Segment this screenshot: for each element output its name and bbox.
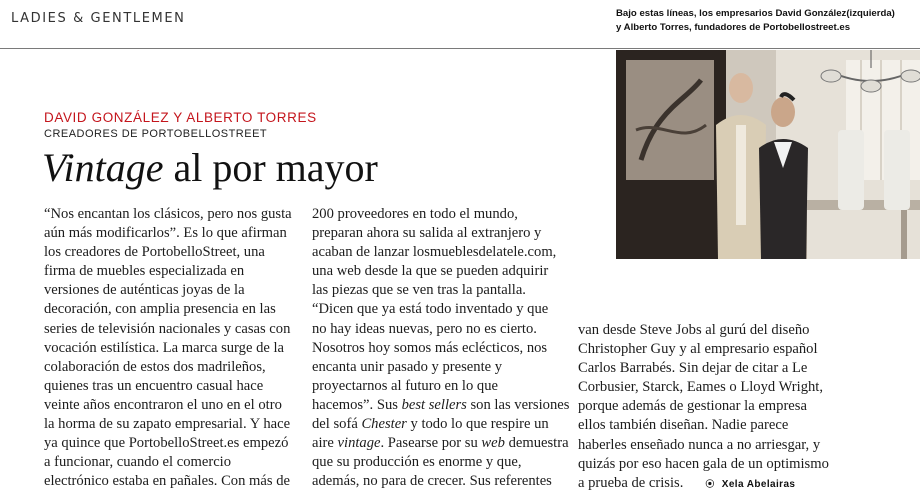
body-line: una web desde la que se pueden adquirir <box>312 263 549 280</box>
article-kicker: DAVID GONZÁLEZ Y ALBERTO TORRES <box>44 110 317 125</box>
text-run: son las versiones <box>466 396 570 413</box>
body-line: Carlos Barrabés. Sin dejar de citar a Le <box>578 360 808 377</box>
caption-line: Bajo estas líneas, los empresarios David González(izquierda) <box>616 8 895 19</box>
body-line: además, no para de crecer. Sus referentes <box>312 473 552 490</box>
body-line: “Nos encantan los clásicos, pero nos gusta <box>44 206 292 222</box>
portrait-photo-illustration <box>616 50 920 259</box>
body-line: a funcionar, cuando el comercio <box>44 454 232 471</box>
title-italic: Vintage <box>42 145 164 190</box>
body-column-2 <box>312 205 570 491</box>
body-line: decoración, con amplia presencia en las <box>44 301 276 318</box>
photo-credit <box>705 475 795 494</box>
body-column-3 <box>578 321 838 494</box>
text-run: demuestra <box>504 435 569 452</box>
article-subkicker: CREADORES DE PORTOBELLOSTREET <box>44 128 268 140</box>
emphasis-vintage: vintage <box>337 435 381 452</box>
body-line: Christopher Guy y al empresario español <box>578 341 818 358</box>
body-line: proyectarnos al futuro en lo que <box>312 377 499 394</box>
body-line: Nosotros hoy somos más eclécticos, nos <box>312 339 548 356</box>
photo-caption <box>616 7 916 35</box>
text-run: . Pasearse por su <box>380 435 482 452</box>
body-line: ellos también diseñan. Nadie parece <box>578 417 789 434</box>
body-line: firma de muebles especializada en <box>44 263 245 280</box>
section-label: LADIES & GENTLEMEN <box>11 11 186 26</box>
body-column-1 <box>44 205 292 491</box>
body-line <box>312 415 557 434</box>
body-line: van desde Steve Jobs al gurú del diseño <box>578 322 810 338</box>
body-line <box>312 434 569 453</box>
body-line: series de televisión nacionales y casas con <box>44 320 291 337</box>
text-run: y todo lo que respire un <box>406 416 549 433</box>
body-line-final <box>578 474 838 494</box>
body-line: los creadores de PortobelloStreet, una <box>44 244 265 261</box>
text-run: del sofá <box>312 416 362 433</box>
article-title <box>42 144 378 192</box>
body-line: veinte años encontraron el uno en el otro <box>44 396 282 413</box>
text-run: hacemos”. Sus <box>312 396 402 413</box>
body-line: ya quince que PortobelloStreet.es empezó <box>44 435 289 452</box>
body-line: acaban de lanzar losmueblesdelatele.com, <box>312 244 557 261</box>
body-line: haberles enseñado nunca a no arriesgar, y <box>578 436 821 453</box>
emphasis-best-sellers: best sellers <box>401 396 467 413</box>
body-line: versiones de auténticas joyas de la <box>44 282 245 299</box>
body-line: quizás por eso hacen gala de un optimismo <box>578 455 829 472</box>
text-run: a prueba de crisis. <box>578 474 684 491</box>
body-line: no hay ideas nuevas, pero no es cierto. <box>312 320 537 337</box>
body-line: vocación estilística. La marca surge de la <box>44 339 285 356</box>
body-line: colaboración de estos dos madrileños, <box>44 358 266 375</box>
caption-line: y Alberto Torres, fundadores de Portobellostreet.es <box>616 22 851 33</box>
body-line: 200 proveedores en todo el mundo, <box>312 206 518 222</box>
text-run: aire <box>312 435 338 452</box>
body-line: electrónico estaba en pañales. Con más de <box>44 473 290 490</box>
body-line: que su producción es enorme y que, <box>312 454 522 471</box>
emphasis-web: web <box>481 435 505 452</box>
body-line: porque además de gestionar la empresa <box>578 398 807 415</box>
body-line: “Dicen que ya está todo inventado y que <box>312 301 549 318</box>
body-line: preparan ahora su salida al extranjero y <box>312 225 542 242</box>
body-line: aún más modificarlos”. Es lo que afirman <box>44 225 287 242</box>
body-line: encanta unir pasado y presente y <box>312 358 503 375</box>
emphasis-chester: Chester <box>361 416 407 433</box>
body-line: las piezas que se ven tras la pantalla. <box>312 282 526 299</box>
camera-credit-icon: ⦿ <box>705 478 715 489</box>
photo-credit-name: Xela Abelairas <box>721 478 796 490</box>
title-rest: al por mayor <box>163 145 378 190</box>
body-line <box>312 396 570 415</box>
body-line: Corbusier, Starck, Eames o Lloyd Wright, <box>578 379 823 396</box>
portrait-photo <box>616 50 920 259</box>
body-line: la horma de su zapato empresarial. Y hace <box>44 416 291 433</box>
body-line: quienes tras un encuentro casual hace <box>44 377 264 394</box>
header-rule <box>0 48 920 49</box>
